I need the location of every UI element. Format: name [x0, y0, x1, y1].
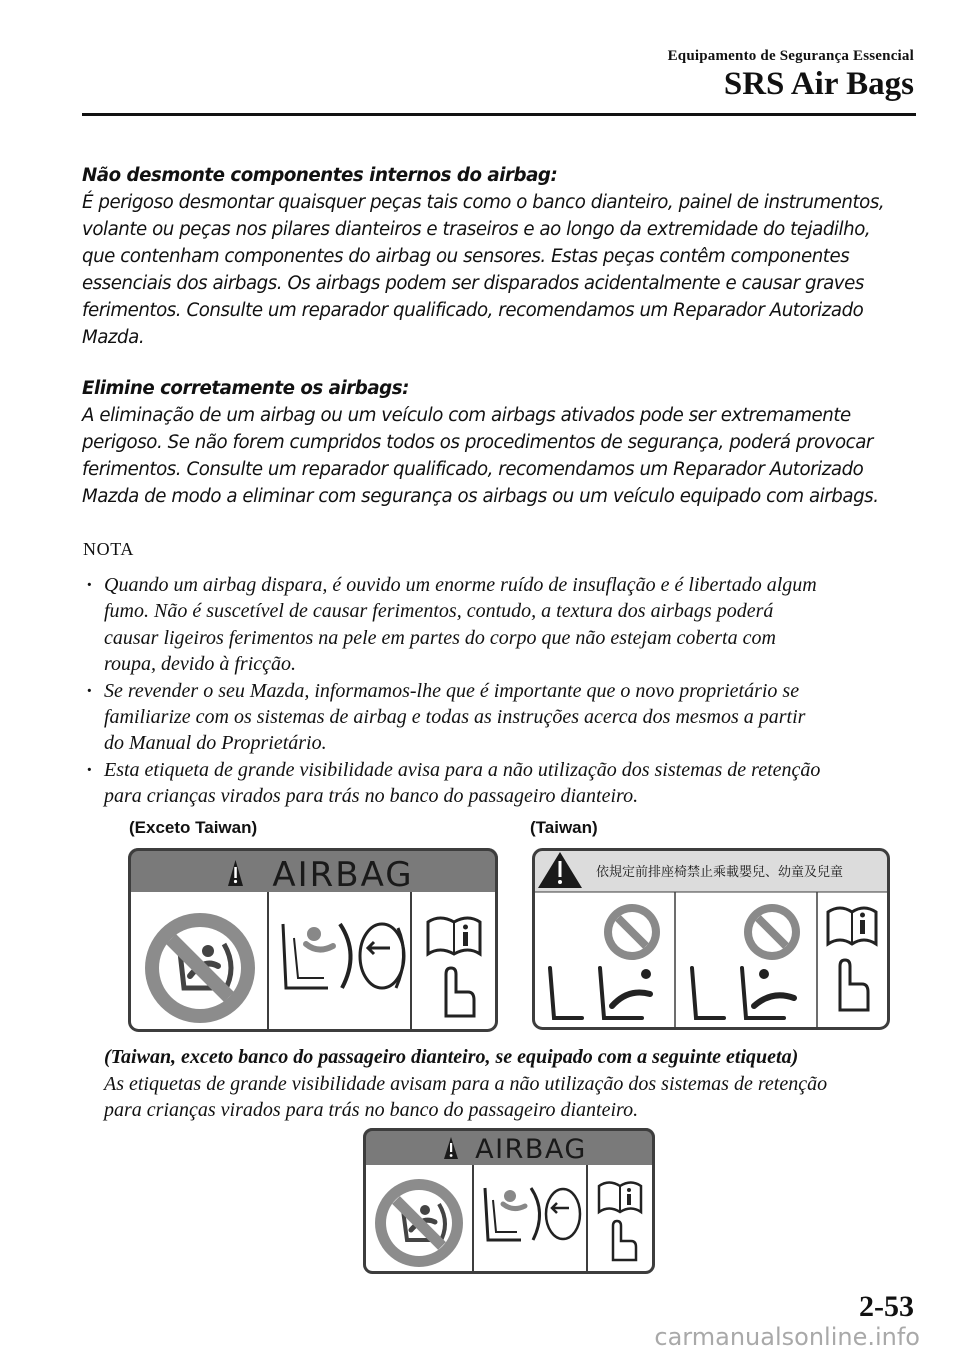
note-list [84, 572, 924, 810]
label-caption-except-taiwan: (Exceto Taiwan) [129, 818, 258, 837]
warning-line: ferimentos. Consulte um reparador qualificado, recomendamos um Reparador Autorizado [82, 459, 864, 480]
prohibited-sign-icon [744, 904, 800, 960]
warning-line: perigoso. Se não forem cumpridos todos os procedimentos de segurança, poderá provocar [82, 432, 873, 453]
taiwan-warning-label [532, 848, 890, 1030]
taiwan-note-heading: (Taiwan, exceto banco do passageiro dianteiro, se equipado com a seguinte etiqueta) [104, 1046, 799, 1068]
label-caption-taiwan: (Taiwan) [530, 818, 598, 837]
note-line: roupa, devido à fricção. [104, 653, 297, 676]
warning-line: essenciais dos airbags. Os airbags podem ser disparados acidentalmente e causar graves [82, 273, 864, 294]
airbag-label-text: AIRBAG [475, 1134, 587, 1165]
airbag-warning-label-2 [363, 1128, 655, 1274]
taiwan-note [104, 1044, 924, 1124]
prohibited-sign-icon [604, 904, 660, 960]
prohibited-child-seat-icon [375, 1179, 463, 1267]
warning-line: Mazda. [82, 327, 145, 348]
note-item [84, 678, 924, 757]
note-line: fumo. Não é suscetível de causar ferimentos, contudo, a textura dos airbags poderá [104, 600, 774, 623]
note-item [84, 757, 924, 810]
note-line: · Se revender o seu Mazda, informamos-lhe que é importante que o novo proprietário se [104, 679, 800, 702]
watermark: carmanualsonline.info [654, 1323, 920, 1351]
airbag-label-text: AIRBAG [272, 855, 414, 895]
note-line: do Manual do Proprietário. [104, 732, 327, 755]
note-line: familiarize com os sistemas de airbag e todas as instruções acerca dos mesmos a partir [104, 706, 806, 729]
taiwan-note-line: para crianças virados para trás no banco do passageiro dianteiro. [104, 1099, 639, 1121]
chinese-warning-text: 依規定前排座椅禁止乘載嬰兒、幼童及兒童 [596, 865, 844, 880]
warning-line: ferimentos. Consulte um reparador qualificado, recomendamos um Reparador Autorizado [82, 300, 864, 321]
warning-line: A eliminação de um airbag ou um veículo com airbags ativados pode ser extremamente [82, 405, 851, 426]
note-label: NOTA [83, 539, 134, 559]
note-line: causar ligeiros ferimentos na pele em partes do corpo que não estejam coberta com [104, 626, 776, 649]
warning-line: É perigoso desmontar quaisquer peças tais como o banco dianteiro, painel de instrumentos, [82, 192, 885, 213]
taiwan-note-line: As etiquetas de grande visibilidade avisam para a não utilização dos sistemas de retenção [104, 1072, 828, 1095]
warning-line: Mazda de modo a eliminar com segurança os airbags ou um veículo equipado com airbags. [82, 486, 879, 507]
warning-line: que contenham componentes do airbag ou sensores. Estas peças contêm componentes [82, 246, 850, 267]
warning-disassembly [82, 162, 922, 351]
warning-line: volante ou peças nos pilares dianteiros e traseiros e ao longo da extremidade do tejadilho, [82, 219, 871, 240]
section-title: Equipamento de Segurança Essencial [667, 48, 914, 64]
warning-heading: Elimine corretamente os airbags: [82, 378, 409, 399]
note-line: · Esta etiqueta de grande visibilidade avisa para a não utilização dos sistemas de retenção [104, 758, 821, 781]
page-title: SRS Air Bags [723, 66, 914, 102]
airbag-warning-label [128, 848, 498, 1032]
warning-disposal [82, 375, 922, 510]
prohibited-child-seat-icon [145, 913, 255, 1023]
header-divider [82, 113, 916, 116]
page-number: 2-53 [859, 1290, 914, 1323]
warning-heading: Não desmonte componentes internos do airbag: [82, 165, 558, 186]
note-item [84, 572, 924, 678]
note-line: · Quando um airbag dispara, é ouvido um enorme ruído de insuflação e é libertado algum [104, 574, 817, 596]
note-line: para crianças virados para trás no banco do passageiro dianteiro. [104, 785, 639, 808]
